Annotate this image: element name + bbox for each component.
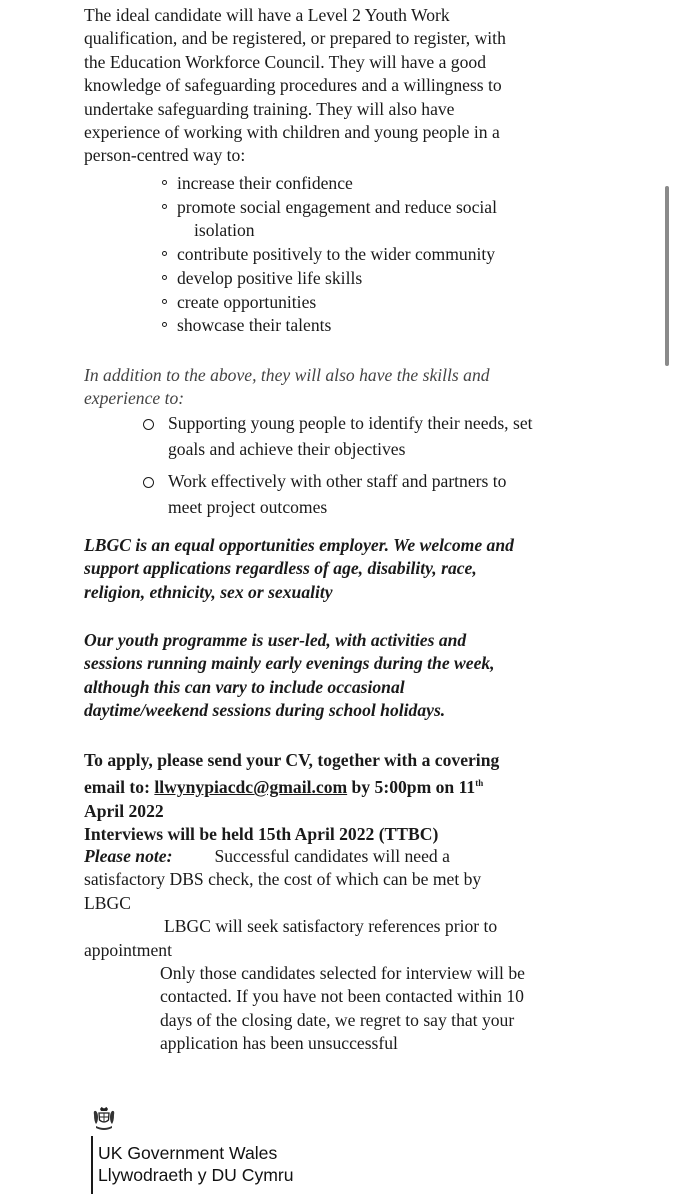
additional-bullet-list xyxy=(143,411,533,520)
list-item xyxy=(162,172,497,196)
bullet-circle-icon xyxy=(162,275,167,280)
list-item-text: contribute positively to the wider community xyxy=(177,244,496,265)
intro-line: person-centred way to: xyxy=(84,145,246,166)
youth-programme-statement xyxy=(84,629,624,723)
note-line: LBGC xyxy=(84,892,131,913)
email-link[interactable]: llwynypiacdc@gmail.com xyxy=(154,777,348,798)
note-line: days of the closing date, we regret to say that your xyxy=(160,1009,515,1030)
additional-skills-paragraph xyxy=(84,364,624,411)
intro-line: the Education Workforce Council. They will have a good xyxy=(84,51,486,72)
list-item-text: create opportunities xyxy=(177,291,317,312)
note-line: contacted. If you have not been contacted within 10 xyxy=(160,986,524,1007)
note-line xyxy=(84,845,624,868)
note-line: Only those candidates selected for interview will be xyxy=(160,963,525,984)
logo-text-welsh: Llywodraeth y DU Cymru xyxy=(98,1165,294,1185)
bullet-circle-icon xyxy=(162,251,167,256)
list-item xyxy=(143,411,533,437)
list-item xyxy=(162,314,497,338)
note-line: satisfactory DBS check, the cost of which can be met by xyxy=(84,869,482,890)
list-item-text: Work effectively with other staff and partners to xyxy=(168,471,507,491)
statement-line: Our youth programme is user-led, with activities and xyxy=(84,630,467,650)
uk-government-wales-logo xyxy=(84,1106,344,1196)
logo-text-english: UK Government Wales xyxy=(98,1143,278,1163)
bullet-circle-icon xyxy=(143,477,154,488)
apply-deadline: by 5:00pm on 11 xyxy=(347,777,476,798)
list-item-text: Supporting young people to identify their needs, set xyxy=(168,413,533,433)
list-item-continuation xyxy=(143,437,533,463)
statement-line: LBGC is an equal opportunities employer. We welcome and xyxy=(84,535,514,555)
apply-text: email to: xyxy=(84,777,155,798)
list-item xyxy=(162,243,497,267)
list-item xyxy=(162,196,497,220)
list-item-text: promote social engagement and reduce social xyxy=(177,196,497,217)
list-item-text: increase their confidence xyxy=(177,173,353,193)
list-item-text: goals and achieve their objectives xyxy=(168,438,406,459)
apply-line: April 2022 xyxy=(84,800,164,821)
additional-line: experience to: xyxy=(84,388,185,409)
intro-line: undertake safeguarding training. They will also have xyxy=(84,98,455,119)
list-item xyxy=(162,291,497,315)
list-item-continuation: isolation xyxy=(194,220,255,241)
intro-line: knowledge of safeguarding procedures and a willingness to xyxy=(84,75,502,96)
statement-line: daytime/weekend sessions during school holidays. xyxy=(84,700,446,721)
bullet-circle-icon xyxy=(162,204,167,209)
intro-line: The ideal candidate will have a Level 2 Youth Work xyxy=(84,5,450,25)
royal-coat-of-arms-icon xyxy=(91,1106,117,1132)
interview-date: Interviews will be held 15th April 2022 (TTBC) xyxy=(84,824,439,845)
statement-line: religion, ethnicity, sex or sexuality xyxy=(84,581,333,602)
notes-section xyxy=(84,845,624,1056)
statement-line: although this can vary to include occasional xyxy=(84,676,405,697)
list-spacer xyxy=(143,462,533,469)
apply-line xyxy=(84,772,624,799)
list-item xyxy=(143,469,533,495)
list-item-text: showcase their talents xyxy=(177,315,332,336)
additional-line: In addition to the above, they will also have the skills and xyxy=(84,365,490,385)
list-item-continuation xyxy=(143,495,533,521)
note-line: LBGC will seek satisfactory references prior to xyxy=(164,916,498,937)
list-item-text: develop positive life skills xyxy=(177,267,363,288)
statement-line: support applications regardless of age, disability, race, xyxy=(84,558,477,579)
note-line: application has been unsuccessful xyxy=(160,1033,398,1054)
notes-label: Please note: xyxy=(84,846,173,866)
logo-divider xyxy=(91,1136,93,1194)
bullet-circle-icon xyxy=(162,299,167,304)
vertical-scrollbar[interactable] xyxy=(665,186,669,366)
application-instructions xyxy=(84,749,624,847)
intro-paragraph xyxy=(84,4,624,168)
intro-bullet-list xyxy=(162,172,497,338)
intro-line: qualification, and be registered, or prepared to register, with xyxy=(84,28,506,49)
bullet-circle-icon xyxy=(162,180,167,185)
list-item xyxy=(162,267,497,291)
bullet-circle-icon xyxy=(143,419,154,430)
note-text: Successful candidates will need a xyxy=(214,846,450,866)
date-superscript: th xyxy=(475,778,484,789)
apply-line: To apply, please send your CV, together with a covering xyxy=(84,750,500,770)
intro-line: experience of working with children and young people in a xyxy=(84,122,500,143)
bullet-circle-icon xyxy=(162,322,167,327)
list-item-text: meet project outcomes xyxy=(168,496,328,517)
note-line: appointment xyxy=(84,939,172,960)
statement-line: sessions running mainly early evenings during the week, xyxy=(84,653,495,674)
equal-opportunities-statement xyxy=(84,534,624,604)
